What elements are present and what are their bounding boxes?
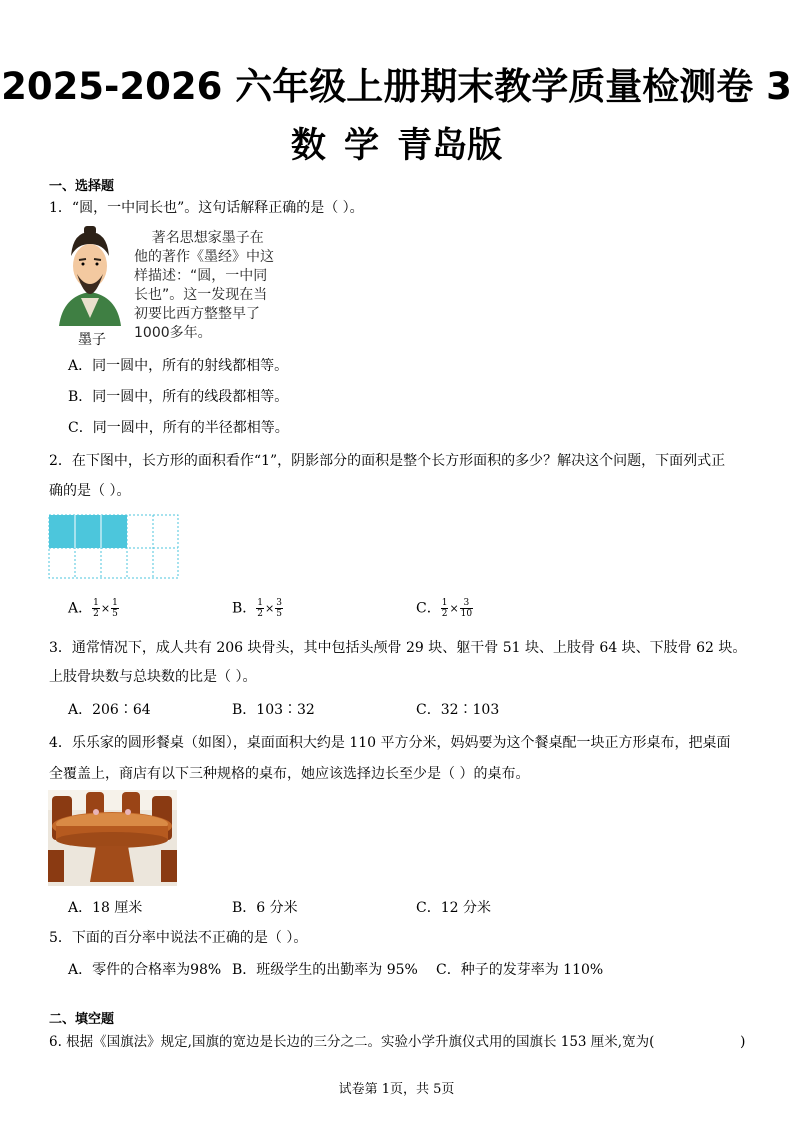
question-2-line2: 确的是（ ）。 (49, 483, 131, 499)
page-subtitle: 数 学 青岛版 (290, 126, 503, 166)
mozi-caption: 墨子 (78, 332, 106, 348)
question-4-line1: 4．乐乐家的圆形餐桌（如图），桌面面积大约是 110 平方分米，妈妈要为这个餐桌配一块正方形桌布，把桌面 (49, 735, 731, 751)
fraction: $\frac{1}{2}$ (441, 598, 448, 619)
round-table-image (48, 790, 177, 886)
fraction: $\frac{1}{5}$ (112, 598, 118, 619)
q4-option-c: C．12 分米 (416, 900, 491, 916)
passage-line: 长也”。这一发现在当 (134, 287, 268, 303)
shaded-area (49, 515, 127, 548)
option-label: C． (416, 600, 441, 617)
passage-line: 著名思想家墨子在 (134, 230, 264, 246)
q5-option-c: C．种子的发芽率为 110% (436, 962, 604, 978)
mozi-portrait (55, 226, 125, 326)
q1-option-b: B．同一圆中，所有的线段都相等。 (68, 389, 289, 405)
page-title: 2025-2026 六年级上册期末教学质量检测卷 3 (1, 65, 792, 108)
passage-line: 样描述：“圆，一中同 (134, 268, 268, 284)
fraction: $\frac{1}{2}$ (257, 598, 264, 619)
fraction: $\frac{1}{2}$ (93, 598, 99, 619)
question-6-close-paren: ) (740, 1034, 746, 1050)
section-heading-fill: 二、填空题 (49, 1012, 115, 1027)
q4-option-b: B．6 分米 (232, 900, 298, 916)
q5-option-a: A．零件的合格率为98% (68, 962, 222, 978)
q1-option-a: A．同一圆中，所有的射线都相等。 (68, 358, 289, 374)
question-5: 5．下面的百分率中说法不正确的是（ ）。 (49, 930, 308, 946)
question-2-line1: 2．在下图中，长方形的面积看作“1”，阴影部分的面积是整个长方形面积的多少？解决这个问题，下面列式正 (49, 453, 726, 469)
q2-option-a (68, 598, 119, 619)
q2-option-c (416, 598, 473, 619)
mozi-passage (134, 229, 274, 343)
question-3-line1: 3．通常情况下，成人共有 206 块骨头，其中包括头颅骨 29 块、躯干骨 51 块、上肢骨 64 块、下肢骨 62 块。 (49, 640, 747, 656)
fraction: $\frac{3}{5}$ (276, 598, 282, 619)
question-1: 1．“圆，一中同长也”。这句话解释正确的是（ ）。 (49, 200, 364, 216)
times-sign: × (449, 601, 459, 615)
q4-option-a: A．18 厘米 (68, 900, 143, 916)
times-sign: × (100, 601, 111, 615)
question-4-line2: 全覆盖上，商店有以下三种规格的桌布，她应该选择边长至少是（ ）的桌布。 (49, 766, 530, 782)
section-heading-choice: 一、选择题 (49, 179, 115, 194)
times-sign: × (265, 601, 275, 615)
q3-option-b: B．103∶32 (232, 702, 315, 718)
q5-option-b: B．班级学生的出勤率为 95% (232, 962, 418, 978)
option-label: B． (232, 600, 257, 617)
question-6-text: 6. 根据《国旗法》规定,国旗的宽边是长边的三分之二。实验小学升旗仪式用的国旗长 153 厘米,宽为( (49, 1034, 655, 1050)
passage-line: 初要比西方整整早了 (134, 306, 260, 322)
question-3-line2: 上肢骨块数与总块数的比是（ ）。 (49, 669, 257, 685)
fraction: $\frac{3}{10}$ (460, 598, 473, 619)
q1-option-c: C．同一圆中，所有的半径都相等。 (68, 420, 289, 436)
option-label: A． (68, 600, 93, 617)
q3-option-a: A．206∶64 (68, 702, 151, 718)
q3-option-c: C．32∶103 (416, 702, 500, 718)
passage-line: 他的著作《墨经》中这 (134, 249, 274, 265)
q2-option-b (232, 598, 283, 619)
fraction-grid (48, 514, 180, 580)
passage-line: 1000多年。 (134, 325, 212, 341)
question-6 (49, 1032, 654, 1052)
page-footer: 试卷第 1页，共 5页 (338, 1082, 455, 1097)
